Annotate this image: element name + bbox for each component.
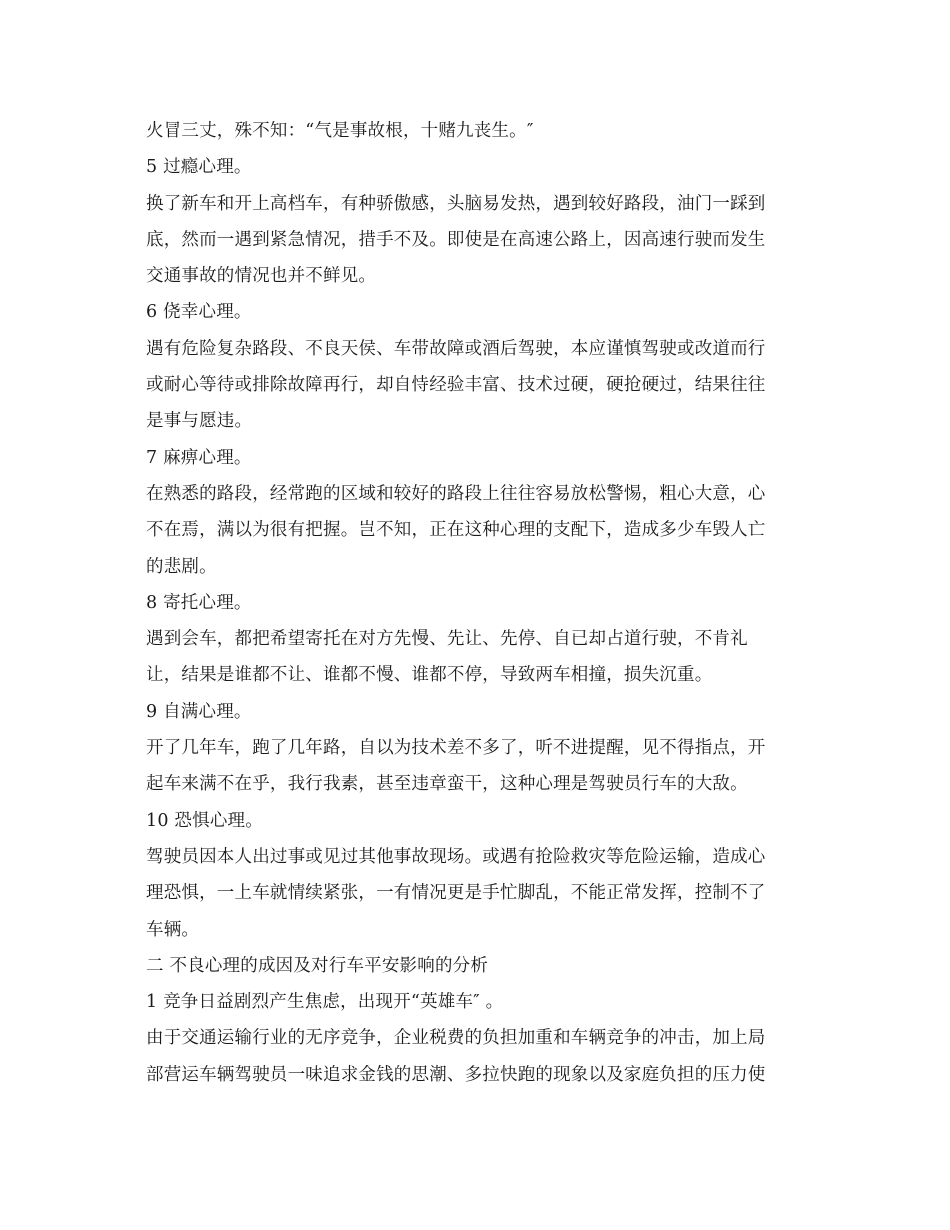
- text-line: 是事与愿违。: [146, 411, 253, 432]
- text-line: 车辆。: [146, 919, 200, 940]
- text-line: 或耐心等待或排除故障再行，却自恃经验丰富、技术过硬，硬抢硬过，结果往往: [146, 375, 766, 396]
- text-line: 底，然而一遇到紧急情况，措手不及。即使是在高速公路上，因高速行驶而发生: [146, 229, 766, 250]
- text-line: 起车来满不在乎，我行我素，甚至违章蛮干，这种心理是驾驶员行车的大敌。: [146, 774, 748, 795]
- text-line: 换了新车和开上高档车，有种骄傲感，头脑易发热，遇到较好路段，油门一踩到: [146, 193, 766, 214]
- text-line: 让，结果是谁都不让、谁都不慢、谁都不停，导致两车相撞，损失沉重。: [146, 665, 713, 686]
- text-line: 的悲剧。: [146, 556, 217, 577]
- document-page: [146, 113, 806, 1093]
- section-heading: 7 麻痹心理。: [146, 447, 252, 468]
- text-line: 遇到会车，都把希望寄托在对方先慢、先让、先停、自已却占道行驶，不肯礼: [146, 629, 748, 650]
- section-heading: 10 恐惧心理。: [146, 810, 263, 831]
- text-line: 开了几年车，跑了几年路，自以为技术差不多了，听不进提醒，见不得指点，开: [146, 738, 766, 759]
- section-heading: 8 寄托心理。: [146, 592, 252, 613]
- section-heading: 5 过瘾心理。: [146, 157, 252, 178]
- text-line: 不在焉，满以为很有把握。岂不知，正在这种心理的支配下，造成多少车毁人亡: [146, 520, 766, 541]
- section-heading: 1 竞争日益剧烈产生焦虑，出现开“英雄车″ 。: [146, 992, 504, 1013]
- text-line: 由于交通运输行业的无序竞争，企业税费的负担加重和车辆竞争的冲击，加上局: [146, 1028, 766, 1049]
- text-line: 遇有危险复杂路段、不良天侯、车带故障或酒后驾驶，本应谨慎驾驶或改道而行: [146, 338, 766, 359]
- text-line: 在熟悉的路段，经常跑的区域和较好的路段上往往容易放松警惕，粗心大意，心: [146, 483, 766, 504]
- text-line: 部营运车辆驾驶员一味追求金钱的思潮、多拉快跑的现象以及家庭负担的压力使: [146, 1064, 766, 1085]
- text-line: 驾驶员因本人出过事或见过其他事故现场。或遇有抢险救灾等危险运输，造成心: [146, 846, 766, 867]
- chapter-heading: 二 不良心理的成因及对行车平安影响的分析: [146, 955, 489, 976]
- text-line: 交通事故的情况也并不鲜见。: [146, 266, 377, 287]
- text-line: 理恐惧，一上车就情续紧张，一有情况更是手忙脚乱，不能正常发挥，控制不了: [146, 883, 766, 904]
- section-heading: 6 侥幸心理。: [146, 302, 252, 323]
- text-line: 火冒三丈，殊不知：“气是事故根，十赌九丧生。″: [146, 121, 534, 141]
- section-heading: 9 自满心理。: [146, 701, 252, 722]
